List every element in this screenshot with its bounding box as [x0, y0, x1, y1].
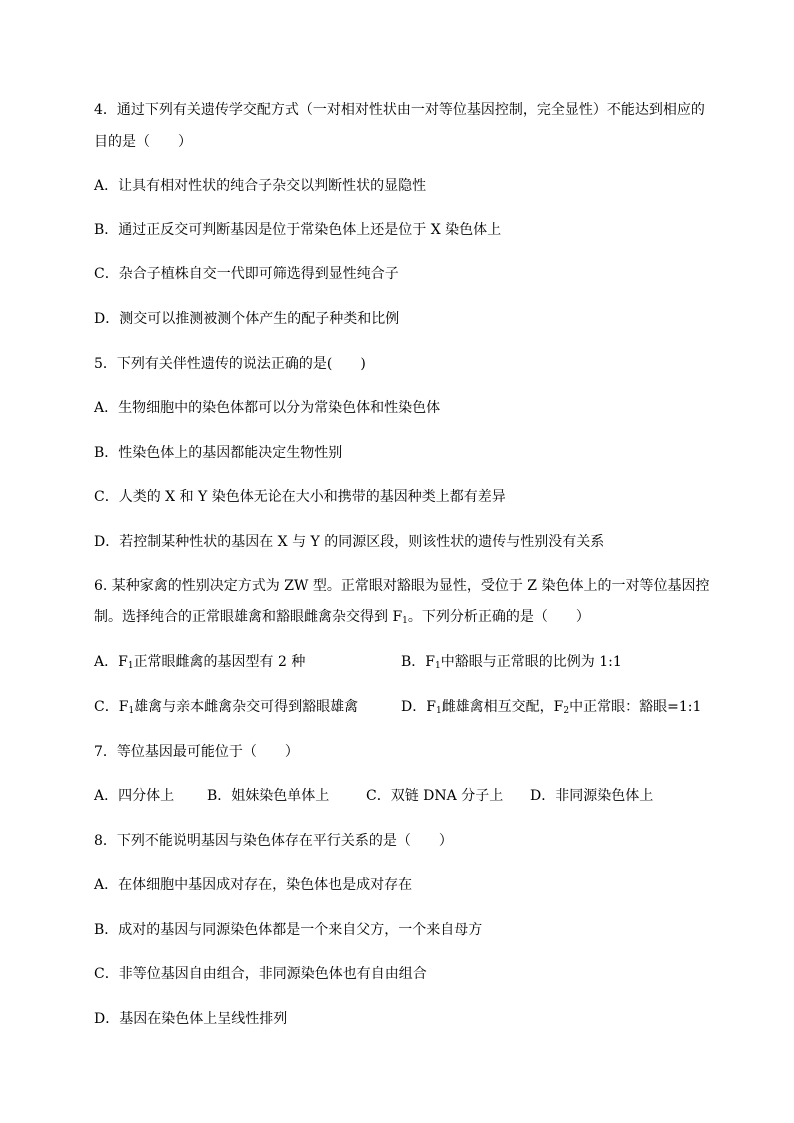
q6-option-a: A．$F_1$正常眼雌禽的基因型有 2 种	[94, 654, 306, 671]
q6-option-c: C．$F_1$雄禽与亲本雌禽杂交可得到豁眼雄禽	[94, 699, 359, 716]
q4-option-d: D．测交可以推测被测个体产生的配子种类和比例	[94, 311, 400, 327]
q5-option-d: D．若控制某种性状的基因在 X 与 Y 的同源区段，则该性状的遗传与性别没有关系	[94, 534, 605, 550]
q6-stem-line2: 制。选择纯合的正常眼雄禽和豁眼雌禽杂交得到 $F_1$。下列分析正确的是（ ）	[94, 609, 590, 626]
q6-option-b: B．$F_1$中豁眼与正常眼的比例为 1:1	[401, 654, 622, 671]
q5-option-c: C．人类的 X 和 Y 染色体无论在大小和携带的基因种类上都有差异	[94, 489, 506, 505]
q4-stem-line1: 4．通过下列有关遗传学交配方式（一对相对性状由一对等位基因控制，完全显性）不能达到相应的	[94, 102, 705, 118]
q8-option-a: A．在体细胞中基因成对存在，染色体也是成对存在	[94, 877, 413, 893]
q7-option-a: A．四分体上	[94, 788, 175, 804]
q5-option-b: B．性染色体上的基因都能决定生物性别	[94, 445, 343, 461]
q4-stem-line2: 目的是（ ）	[94, 134, 192, 150]
q7-option-d: D．非同源染色体上	[530, 788, 654, 804]
q4-option-a: A．让具有相对性状的纯合子杂交以判断性状的显隐性	[94, 178, 427, 194]
q8-option-c: C．非等位基因自由组合，非同源染色体也有自由组合	[94, 966, 427, 982]
q6-stem-line1: 6. 某种家禽的性别决定方式为 ZW 型。正常眼对豁眼为显性，受位于 Z 染色体上的一对等位基因控	[94, 578, 710, 594]
q5-option-a: A．生物细胞中的染色体都可以分为常染色体和性染色体	[94, 400, 441, 416]
q7-option-c: C．双链 DNA 分子上	[366, 788, 504, 804]
q8-option-d: D．基因在染色体上呈线性排列	[94, 1011, 288, 1027]
q7-stem: 7．等位基因最可能位于（ ）	[94, 744, 299, 760]
q6-option-d: D．$F_1$雌雄禽相互交配，$F_2$中正常眼：豁眼=1:1	[401, 699, 702, 716]
q7-option-b: B．姐妹染色单体上	[207, 788, 330, 804]
q8-stem: 8．下列不能说明基因与染色体存在平行关系的是（ ）	[94, 833, 453, 849]
q8-option-b: B．成对的基因与同源染色体都是一个来自父方，一个来自母方	[94, 922, 483, 938]
q5-stem: 5．下列有关伴性遗传的说法正确的是( )	[94, 356, 366, 372]
q4-option-b: B．通过正反交可判断基因是位于常染色体上还是位于 X 染色体上	[94, 222, 502, 238]
q4-option-c: C．杂合子植株自交一代即可筛选得到显性纯合子	[94, 266, 399, 282]
